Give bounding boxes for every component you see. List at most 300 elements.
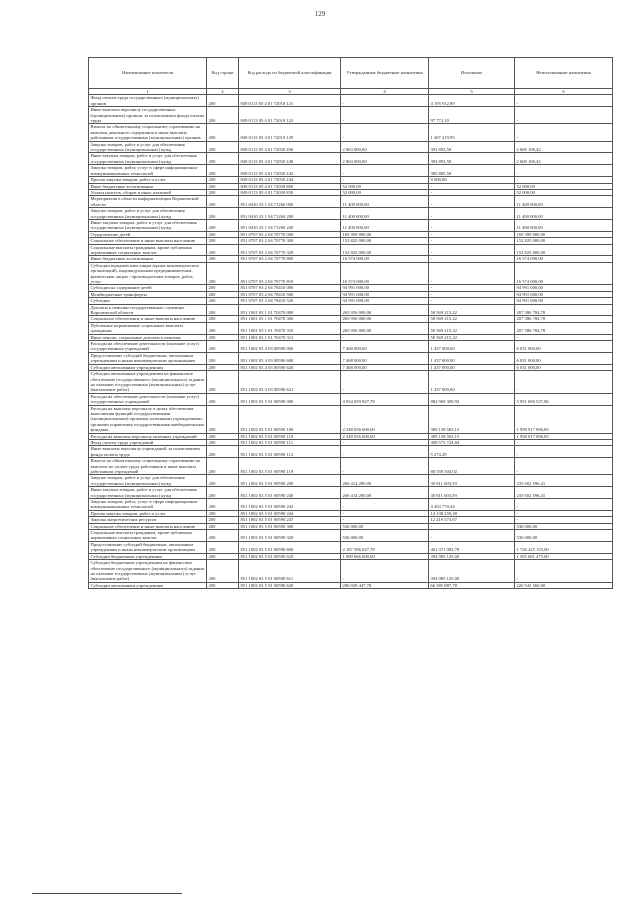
- cell-approved: 16 574 000,00: [341, 256, 429, 262]
- cell-approved: -: [341, 107, 429, 124]
- cell-unexecuted: 235 602 596,41: [515, 475, 613, 487]
- cell-kbk: 849 0113 05 4 01 72030 244: [239, 177, 341, 183]
- cell-executed: -: [429, 238, 515, 244]
- cell-approved: 265 956 000,00: [341, 304, 429, 316]
- cell-name: Субсидии бюджетным учреждениям: [89, 553, 207, 559]
- table-row: [89, 371, 613, 394]
- table-row: [89, 304, 613, 316]
- cell-approved: -: [341, 439, 429, 445]
- cell-line-code: 200: [207, 219, 239, 231]
- cell-unexecuted: 207 386 784,78: [515, 322, 613, 334]
- cell-executed: -: [429, 298, 515, 304]
- cell-unexecuted: -: [515, 499, 613, 511]
- cell-kbk: 851 1002 03 5 01 00590 000: [239, 393, 341, 405]
- cell-name: Закупка энергетических ресурсов: [89, 517, 207, 523]
- cell-name: Субсидии автономным учреждениям: [89, 582, 207, 588]
- header-approved: Утвержденные бюджетные назначения: [341, 58, 429, 89]
- cell-unexecuted: 16 574 000,00: [515, 256, 613, 262]
- cell-kbk: 851 1002 03 5 01 00590 610: [239, 553, 341, 559]
- cell-approved: 266 414 200,00: [341, 487, 429, 499]
- cell-approved: -: [341, 446, 429, 458]
- cell-executed: 4 195 912,89: [429, 95, 515, 107]
- cell-kbk: 851 0707 03 2 04 78410 500: [239, 291, 341, 297]
- cell-kbk: 851 1001 03 1 01 70470 310: [239, 322, 341, 334]
- cell-executed: -: [429, 189, 515, 195]
- cell-kbk: 851 1002 03 5 01 00590 112: [239, 446, 341, 458]
- cell-line-code: 200: [207, 231, 239, 237]
- cell-approved: 11 400 000,00: [341, 208, 429, 220]
- cell-name: Предоставление субсидий бюджетным, автономным учреждениям и иным некоммерческим организациям: [89, 352, 207, 364]
- cell-approved: -: [341, 517, 429, 523]
- cell-unexecuted: 3 951 690 537,86: [515, 393, 613, 405]
- cell-line-code: 200: [207, 95, 239, 107]
- cell-line-code: 200: [207, 439, 239, 445]
- cell-name: Социальное обеспечение и иные выплаты населению: [89, 523, 207, 529]
- cell-approved: 536 000,00: [341, 523, 429, 529]
- cell-unexecuted: 94 991 000,00: [515, 298, 613, 304]
- cell-line-code: 200: [207, 189, 239, 195]
- cell-name: Фонд оплаты труда государственных (муниципальных) органов: [89, 95, 207, 107]
- cell-line-code: 200: [207, 322, 239, 334]
- header-name: Наименование показателя: [89, 58, 207, 89]
- cell-unexecuted: 2 669 106,42: [515, 153, 613, 165]
- table-row: [89, 238, 613, 244]
- cell-name: Доплаты к пенсиям государственных служащих Воронежской области: [89, 304, 207, 316]
- cell-executed: 394 985 125,00: [429, 560, 515, 583]
- cell-approved: 11 400 000,00: [341, 219, 429, 231]
- cell-name: Закупка товаров, работ, услуг в сфере информационно-коммуникационных технологий: [89, 165, 207, 177]
- cell-name: Оздоровление детей: [89, 231, 207, 237]
- cell-line-code: 200: [207, 582, 239, 588]
- column-number: 2: [207, 89, 239, 95]
- cell-kbk: 851 1002 03 5 01 00590 119: [239, 458, 341, 475]
- cell-unexecuted: -: [515, 510, 613, 516]
- cell-kbk: 851 1002 03 5 01 00590 247: [239, 517, 341, 523]
- cell-name: Социальное обеспечение и иные выплаты населению: [89, 316, 207, 322]
- cell-approved: 1 900 666 600,00: [341, 553, 429, 559]
- cell-executed: 97 772,10: [429, 107, 515, 124]
- cell-executed: 4 453 770,44: [429, 499, 515, 511]
- cell-approved: 94 991 000,00: [341, 298, 429, 304]
- cell-approved: 94 991 000,00: [341, 285, 429, 291]
- cell-line-code: 200: [207, 487, 239, 499]
- cell-unexecuted: 52 000,00: [515, 189, 613, 195]
- table-row: [89, 393, 613, 405]
- cell-executed: 393 893,58: [429, 141, 515, 153]
- cell-kbk: 849 0113 05 4 01 72010 121: [239, 95, 341, 107]
- cell-name: Расходы на обеспечение деятельности (оказание услуг) государственных учреждений: [89, 393, 207, 405]
- cell-kbk: 851 1001 03 1 01 70470 000: [239, 304, 341, 316]
- cell-kbk: 851 1002 03 4 03 00590 600: [239, 352, 341, 364]
- cell-unexecuted: 220 543 560,00: [515, 582, 613, 588]
- table-row: [89, 316, 613, 322]
- cell-executed: 30 811 603,59: [429, 487, 515, 499]
- cell-executed: -: [429, 244, 515, 256]
- cell-unexecuted: 52 000,00: [515, 183, 613, 189]
- cell-approved: 52 000,00: [341, 183, 429, 189]
- cell-name: Закупка товаров, работ, услуг в сфере информационно-коммуникационных технологий: [89, 499, 207, 511]
- cell-line-code: 200: [207, 153, 239, 165]
- cell-approved: -: [341, 124, 429, 141]
- cell-kbk: 851 1002 03 5 01 00590 242: [239, 499, 341, 511]
- cell-executed: -: [429, 530, 515, 542]
- cell-name: Закупка товаров, работ и услуг для обеспечения государственных (муниципальных) нужд: [89, 475, 207, 487]
- cell-name: Субсидии: [89, 298, 207, 304]
- cell-executed: 882 969 309,92: [429, 393, 515, 405]
- cell-approved: 265 956 000,00: [341, 316, 429, 322]
- cell-name: Предоставление субсидий бюджетным, автономным учреждениям и иным некоммерческим организациям: [89, 541, 207, 553]
- cell-executed: 385 885,58: [429, 165, 515, 177]
- cell-unexecuted: 536 000,00: [515, 523, 613, 529]
- footnote-separator: [32, 893, 182, 894]
- cell-executed: 1 267 219,95: [429, 124, 515, 141]
- cell-unexecuted: -: [515, 446, 613, 458]
- cell-unexecuted: 94 991 000,00: [515, 291, 613, 297]
- table-row: [89, 322, 613, 334]
- cell-kbk: 851 0707 03 2 04 78410 000: [239, 285, 341, 291]
- cell-unexecuted: -: [515, 177, 613, 183]
- table-row: [89, 124, 613, 141]
- cell-kbk: 849 0113 05 4 01 72010 122: [239, 107, 341, 124]
- cell-line-code: 200: [207, 316, 239, 322]
- cell-name: Иные закупки товаров, работ и услуг для обеспечения государственных (муниципальных) нужд: [89, 153, 207, 165]
- header-unexecuted: Неисполненные назначения: [515, 58, 613, 89]
- cell-line-code: 200: [207, 517, 239, 523]
- cell-line-code: 200: [207, 208, 239, 220]
- cell-name: Иные бюджетные ассигнования: [89, 256, 207, 262]
- cell-name: Уплата налогов, сборов и иных платежей: [89, 189, 207, 195]
- cell-line-code: 200: [207, 183, 239, 189]
- cell-approved: -: [341, 165, 429, 177]
- cell-approved: 94 991 000,00: [341, 291, 429, 297]
- cell-unexecuted: -: [515, 458, 613, 475]
- table-row: [89, 433, 613, 439]
- cell-name: Прочая закупка товаров, работ и услуг: [89, 177, 207, 183]
- cell-kbk: 851 0707 03 2 04 78410 520: [239, 298, 341, 304]
- budget-execution-table: [88, 57, 613, 589]
- cell-name: Субсидии бюджетным учреждениям на финансовое обеспечение государственного (муниципального) задания на оказание государственных (муниципальных) услуг (выполнение работ): [89, 560, 207, 583]
- cell-line-code: 200: [207, 433, 239, 439]
- cell-approved: -: [341, 95, 429, 107]
- table-row: [89, 262, 613, 285]
- cell-executed: 58 569 215,22: [429, 334, 515, 340]
- cell-line-code: 200: [207, 244, 239, 256]
- cell-kbk: 849 0113 05 4 01 72030 200: [239, 141, 341, 153]
- cell-line-code: 200: [207, 371, 239, 394]
- cell-line-code: 200: [207, 334, 239, 340]
- cell-executed: 80 558 504,02: [429, 458, 515, 475]
- cell-approved: 536 000,00: [341, 530, 429, 542]
- table-row: [89, 352, 613, 364]
- cell-executed: 58 569 215,22: [429, 322, 515, 334]
- cell-name: Расходы на выплаты персоналу в целях обеспечения выполнения функций государственными (муниципальными) органами, казенными учреждениями, органами управления государственными внебюджетными фондами: [89, 405, 207, 433]
- cell-unexecuted: -: [515, 165, 613, 177]
- cell-executed: 393 893,58: [429, 153, 515, 165]
- cell-line-code: 200: [207, 523, 239, 529]
- cell-name: Иные пенсии, социальные доплаты к пенсиям: [89, 334, 207, 340]
- cell-executed: 5 274,29: [429, 446, 515, 458]
- cell-name: Закупка товаров, работ и услуг для обеспечения государственных (муниципальных) нужд: [89, 208, 207, 220]
- cell-approved: 7 468 000,00: [341, 364, 429, 370]
- cell-name: Иные выплаты персоналу государственных (муниципальных) органов, за исключением фонда оплаты труда: [89, 107, 207, 124]
- cell-approved: 286 929 447,78: [341, 582, 429, 588]
- table-row: [89, 208, 613, 220]
- cell-executed: 389 139 503,15: [429, 433, 515, 439]
- cell-line-code: 200: [207, 291, 239, 297]
- cell-kbk: 849 0113 05 4 01 72030 800: [239, 183, 341, 189]
- cell-name: Расходы на обеспечение деятельности (оказание услуг) государственных учреждений: [89, 341, 207, 353]
- cell-kbk: 851 1001 03 1 01 70470 312: [239, 334, 341, 340]
- cell-approved: 2 863 000,00: [341, 153, 429, 165]
- cell-kbk: 851 1002 03 5 01 00590 111: [239, 439, 341, 445]
- table-row: [89, 560, 613, 583]
- column-number: 1: [89, 89, 207, 95]
- cell-name: Субсидии на содержание детей: [89, 285, 207, 291]
- table-row: [89, 499, 613, 511]
- cell-executed: -: [429, 219, 515, 231]
- cell-approved: 2 348 056 600,00: [341, 433, 429, 439]
- cell-name: Иные выплаты персоналу учреждений, за исключением фонда оплаты труда: [89, 446, 207, 458]
- table-body: [89, 89, 613, 589]
- cell-kbk: 851 1002 03 5 01 00590 244: [239, 510, 341, 516]
- cell-kbk: 849 0113 05 4 01 72010 129: [239, 124, 341, 141]
- cell-line-code: 200: [207, 530, 239, 542]
- cell-unexecuted: 6 031 000,00: [515, 352, 613, 364]
- cell-unexecuted: 207 386 784,78: [515, 316, 613, 322]
- cell-unexecuted: -: [515, 560, 613, 583]
- cell-name: Взносы по обязательному социальному страхованию на выплаты денежного содержания и иные выплаты работникам государственных (муниципальных) органов: [89, 124, 207, 141]
- cell-line-code: 200: [207, 458, 239, 475]
- cell-name: Иные закупки товаров, работ и услуг для обеспечения государственных (муниципальных) нужд: [89, 219, 207, 231]
- cell-line-code: 200: [207, 405, 239, 433]
- cell-approved: 2 348 056 600,00: [341, 405, 429, 433]
- cell-approved: 265 956 000,00: [341, 322, 429, 334]
- cell-approved: 2 863 000,00: [341, 141, 429, 153]
- table-row: [89, 582, 613, 588]
- cell-line-code: 200: [207, 196, 239, 208]
- table-row: [89, 458, 613, 475]
- cell-executed: -: [429, 183, 515, 189]
- cell-unexecuted: 94 991 000,00: [515, 285, 613, 291]
- cell-executed: 461 371 082,78: [429, 541, 515, 553]
- table-row: [89, 530, 613, 542]
- cell-approved: 16 574 000,00: [341, 262, 429, 285]
- cell-kbk: 851 1002 03 4 03 00590 620: [239, 364, 341, 370]
- cell-approved: -: [341, 371, 429, 394]
- cell-approved: 4 834 659 847,78: [341, 393, 429, 405]
- header-line-code: Код строки: [207, 58, 239, 89]
- cell-approved: -: [341, 560, 429, 583]
- cell-kbk: 851 0707 03 2 04 70770 800: [239, 256, 341, 262]
- cell-executed: 66 385 887,78: [429, 582, 515, 588]
- cell-name: Взносы по обязательному социальному страхованию на выплаты по оплате труда работников и иные выплаты работникам учреждений: [89, 458, 207, 475]
- column-number: 4: [341, 89, 429, 95]
- cell-line-code: 200: [207, 141, 239, 153]
- cell-name: Социальные выплаты гражданам, кроме публичных нормативных социальных выплат: [89, 244, 207, 256]
- cell-executed: -: [429, 285, 515, 291]
- cell-executed: 1 437 000,00: [429, 371, 515, 394]
- cell-executed: -: [429, 256, 515, 262]
- cell-kbk: 851 1002 03 5 01 00590 100: [239, 405, 341, 433]
- cell-executed: 8 008,00: [429, 177, 515, 183]
- cell-executed: -: [429, 208, 515, 220]
- cell-executed: 389 139 503,15: [429, 405, 515, 433]
- cell-approved: 266 414 200,00: [341, 475, 429, 487]
- cell-approved: -: [341, 499, 429, 511]
- table-row: [89, 446, 613, 458]
- cell-name: Публичные нормативные социальные выплаты гражданам: [89, 322, 207, 334]
- cell-name: Социальное обеспечение и иные выплаты населению: [89, 238, 207, 244]
- cell-unexecuted: 16 574 000,00: [515, 262, 613, 285]
- cell-name: Социальные выплаты гражданам, кроме публичных нормативных социальных выплат: [89, 530, 207, 542]
- cell-kbk: 851 0707 03 2 04 70770 810: [239, 262, 341, 285]
- cell-line-code: 200: [207, 364, 239, 370]
- table-row: [89, 196, 613, 208]
- cell-name: Прочая закупка товаров, работ и услуг: [89, 510, 207, 516]
- cell-name: Иные закупки товаров, работ и услуг для обеспечения государственных (муниципальных) нужд: [89, 487, 207, 499]
- table-row: [89, 153, 613, 165]
- cell-line-code: 200: [207, 304, 239, 316]
- cell-unexecuted: -: [515, 334, 613, 340]
- cell-executed: -: [429, 231, 515, 237]
- cell-approved: 169 399 000,00: [341, 231, 429, 237]
- cell-name: Фонд оплаты труда учреждений: [89, 439, 207, 445]
- cell-kbk: 851 1002 03 5 01 00590 320: [239, 530, 341, 542]
- cell-kbk: 851 1002 03 5 01 00590 611: [239, 560, 341, 583]
- cell-executed: 1 437 000,00: [429, 352, 515, 364]
- cell-kbk: 851 0410 23 1 04 71260 240: [239, 219, 341, 231]
- table-row: [89, 95, 613, 107]
- cell-approved: 152 825 000,00: [341, 244, 429, 256]
- cell-unexecuted: 207 386 784,78: [515, 304, 613, 316]
- cell-approved: 11 400 000,00: [341, 196, 429, 208]
- column-number: 5: [429, 89, 515, 95]
- cell-line-code: 200: [207, 499, 239, 511]
- cell-executed: -: [429, 262, 515, 285]
- cell-line-code: 200: [207, 124, 239, 141]
- cell-unexecuted: 11 400 000,00: [515, 219, 613, 231]
- cell-executed: 1 437 000,00: [429, 341, 515, 353]
- cell-line-code: 200: [207, 553, 239, 559]
- cell-line-code: 200: [207, 238, 239, 244]
- cell-unexecuted: 152 825 000,00: [515, 244, 613, 256]
- cell-line-code: 200: [207, 475, 239, 487]
- cell-unexecuted: 11 400 000,00: [515, 208, 613, 220]
- table-row: [89, 405, 613, 433]
- cell-unexecuted: -: [515, 371, 613, 394]
- cell-unexecuted: -: [515, 95, 613, 107]
- table-row: [89, 141, 613, 153]
- cell-line-code: 200: [207, 262, 239, 285]
- page-number: 129: [314, 10, 326, 18]
- cell-name: Межбюджетные трансферты: [89, 291, 207, 297]
- cell-name: Субсидии автономным учреждениям на финансовое обеспечение государственного (муниципального) задания на оказание государственных (муниципальных) услуг (выполнение работ): [89, 371, 207, 394]
- table-row: [89, 475, 613, 487]
- table-row: [89, 341, 613, 353]
- cell-executed: 308 575 724,84: [429, 439, 515, 445]
- cell-unexecuted: 235 602 596,41: [515, 487, 613, 499]
- cell-unexecuted: -: [515, 439, 613, 445]
- cell-kbk: 851 1001 03 1 01 70470 300: [239, 316, 341, 322]
- cell-unexecuted: 152 825 000,00: [515, 238, 613, 244]
- cell-approved: -: [341, 458, 429, 475]
- cell-unexecuted: -: [515, 107, 613, 124]
- header-kbk: Код расхода по бюджетной классификации: [239, 58, 341, 89]
- cell-executed: 30 811 603,59: [429, 475, 515, 487]
- column-number: 6: [515, 89, 613, 95]
- cell-approved: -: [341, 334, 429, 340]
- cell-name: Иные бюджетные ассигнования: [89, 183, 207, 189]
- cell-unexecuted: 6 031 000,00: [515, 341, 613, 353]
- cell-approved: -: [341, 177, 429, 183]
- table-row: [89, 189, 613, 195]
- cell-kbk: 851 0410 23 1 04 71260 200: [239, 208, 341, 220]
- cell-line-code: 200: [207, 341, 239, 353]
- cell-line-code: 200: [207, 446, 239, 458]
- cell-line-code: 200: [207, 165, 239, 177]
- cell-kbk: 851 0707 03 2 04 70770 300: [239, 238, 341, 244]
- cell-executed: 14 138 259,48: [429, 510, 515, 516]
- cell-unexecuted: -: [515, 517, 613, 523]
- cell-executed: 394 985 125,00: [429, 553, 515, 559]
- cell-line-code: 200: [207, 560, 239, 583]
- cell-executed: -: [429, 196, 515, 208]
- cell-approved: 2 187 596 047,78: [341, 541, 429, 553]
- cell-name: Закупка товаров, работ и услуг для обеспечения государственных (муниципальных) нужд: [89, 141, 207, 153]
- cell-executed: 1 437 000,00: [429, 364, 515, 370]
- cell-unexecuted: 1 958 917 096,85: [515, 433, 613, 439]
- cell-line-code: 200: [207, 256, 239, 262]
- table-row: [89, 244, 613, 256]
- cell-name: Субсидии юридическим лицам (кроме некоммерческих организаций), индивидуальным предпринимателям, физическим лицам - производителям товаров, работ, услуг: [89, 262, 207, 285]
- cell-executed: -: [429, 523, 515, 529]
- cell-line-code: 200: [207, 352, 239, 364]
- cell-approved: 7 468 000,00: [341, 341, 429, 353]
- cell-name: Расходы на выплаты персоналу казенных учреждений: [89, 433, 207, 439]
- table-row: [89, 523, 613, 529]
- cell-kbk: 849 0113 05 4 01 72030 242: [239, 165, 341, 177]
- table-header-row: [89, 58, 613, 89]
- cell-executed: 12 219 573,67: [429, 517, 515, 523]
- cell-approved: 7 468 000,00: [341, 352, 429, 364]
- cell-kbk: 851 1002 03 5 01 00590 200: [239, 475, 341, 487]
- cell-kbk: 851 1002 03 5 01 00590 110: [239, 433, 341, 439]
- cell-executed: 58 569 215,22: [429, 304, 515, 316]
- cell-kbk: 849 0113 05 4 01 72030 240: [239, 153, 341, 165]
- table-row: [89, 487, 613, 499]
- cell-unexecuted: -: [515, 124, 613, 141]
- cell-line-code: 200: [207, 393, 239, 405]
- cell-unexecuted: 536 000,00: [515, 530, 613, 542]
- cell-line-code: 200: [207, 107, 239, 124]
- cell-kbk: 851 1002 03 4 03 00590 621: [239, 371, 341, 394]
- cell-name: Субсидии автономным учреждениям: [89, 364, 207, 370]
- cell-line-code: 200: [207, 541, 239, 553]
- cell-line-code: 200: [207, 285, 239, 291]
- table-row: [89, 165, 613, 177]
- cell-unexecuted: 2 669 106,42: [515, 141, 613, 153]
- cell-executed: -: [429, 291, 515, 297]
- cell-unexecuted: 1 505 681 475,00: [515, 553, 613, 559]
- cell-unexecuted: 6 031 000,00: [515, 364, 613, 370]
- header-executed: Исполнено: [429, 58, 515, 89]
- cell-unexecuted: 1 958 917 096,85: [515, 405, 613, 433]
- column-number: 3: [239, 89, 341, 95]
- cell-approved: -: [341, 510, 429, 516]
- cell-kbk: 851 1002 03 5 01 00590 600: [239, 541, 341, 553]
- cell-line-code: 200: [207, 298, 239, 304]
- cell-kbk: 849 0113 05 4 01 72030 850: [239, 189, 341, 195]
